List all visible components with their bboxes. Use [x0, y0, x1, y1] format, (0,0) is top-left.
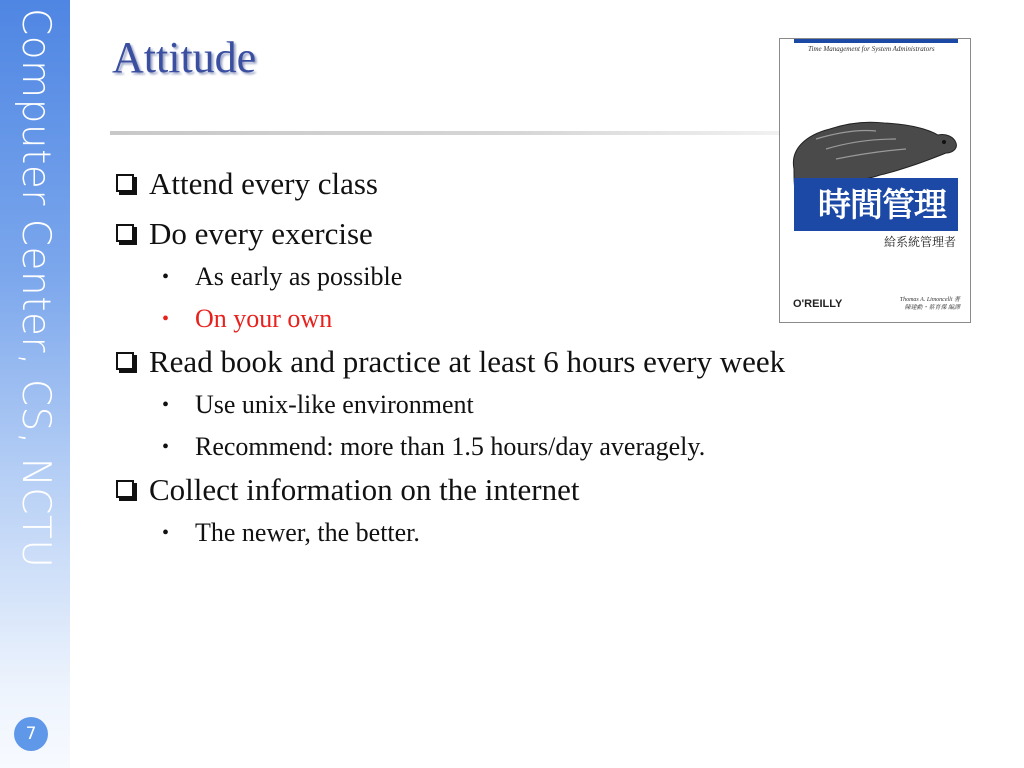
dot-bullet-icon: •	[162, 308, 170, 330]
sub-bullet-text: Use unix-like environment	[195, 390, 474, 419]
book-translators: 陳建勳・蔡育傑 編譯	[904, 305, 960, 311]
dot-bullet-icon: •	[162, 522, 170, 544]
title-divider	[110, 131, 790, 135]
book-cover-image	[779, 38, 971, 323]
dot-bullet-icon: •	[162, 394, 170, 416]
bullet-text: Attend every class	[149, 166, 378, 201]
bullet-text: Do every exercise	[149, 216, 373, 251]
book-subtitle-cn: 給系統管理者	[883, 235, 956, 249]
book-author: Thomas A. Limoncelli 著	[899, 297, 960, 303]
sub-bullet-text: The newer, the better.	[195, 518, 420, 547]
book-authors	[880, 296, 960, 312]
sub-bullet-item	[112, 512, 892, 554]
sub-bullet-item	[112, 426, 892, 468]
sub-bullet-text: On your own	[195, 304, 333, 333]
bullet-item	[112, 340, 892, 384]
bullet-list	[112, 162, 892, 554]
sub-bullet-text: Recommend: more than 1.5 hours/day averagely.	[195, 432, 706, 461]
book-top-bar	[794, 39, 958, 43]
checkbox-bullet-icon	[116, 224, 134, 242]
book-title-cn: 時間管理	[794, 178, 958, 231]
sub-bullet-item-highlighted	[112, 298, 892, 340]
bullet-text: Collect information on the internet	[149, 472, 580, 507]
book-publisher: O'REILLY	[793, 298, 843, 310]
checkbox-bullet-icon	[116, 174, 134, 192]
sub-bullet-text: As early as possible	[195, 262, 403, 291]
bullet-item	[112, 212, 892, 256]
sub-bullet-item	[112, 384, 892, 426]
slide-title: Attitude	[112, 33, 257, 82]
book-subtitle: Time Management for System Administrators	[808, 45, 935, 53]
page-number: 7	[14, 717, 48, 751]
checkbox-bullet-icon	[116, 480, 134, 498]
bullet-item	[112, 162, 892, 206]
sidebar-label: Computer Center, CS, NCTU	[13, 8, 58, 569]
dot-bullet-icon: •	[162, 266, 170, 288]
checkbox-bullet-icon	[116, 352, 134, 370]
sub-bullet-item	[112, 256, 892, 298]
bullet-item	[112, 468, 892, 512]
dot-bullet-icon: •	[162, 436, 170, 458]
bullet-text: Read book and practice at least 6 hours every week	[149, 344, 786, 379]
